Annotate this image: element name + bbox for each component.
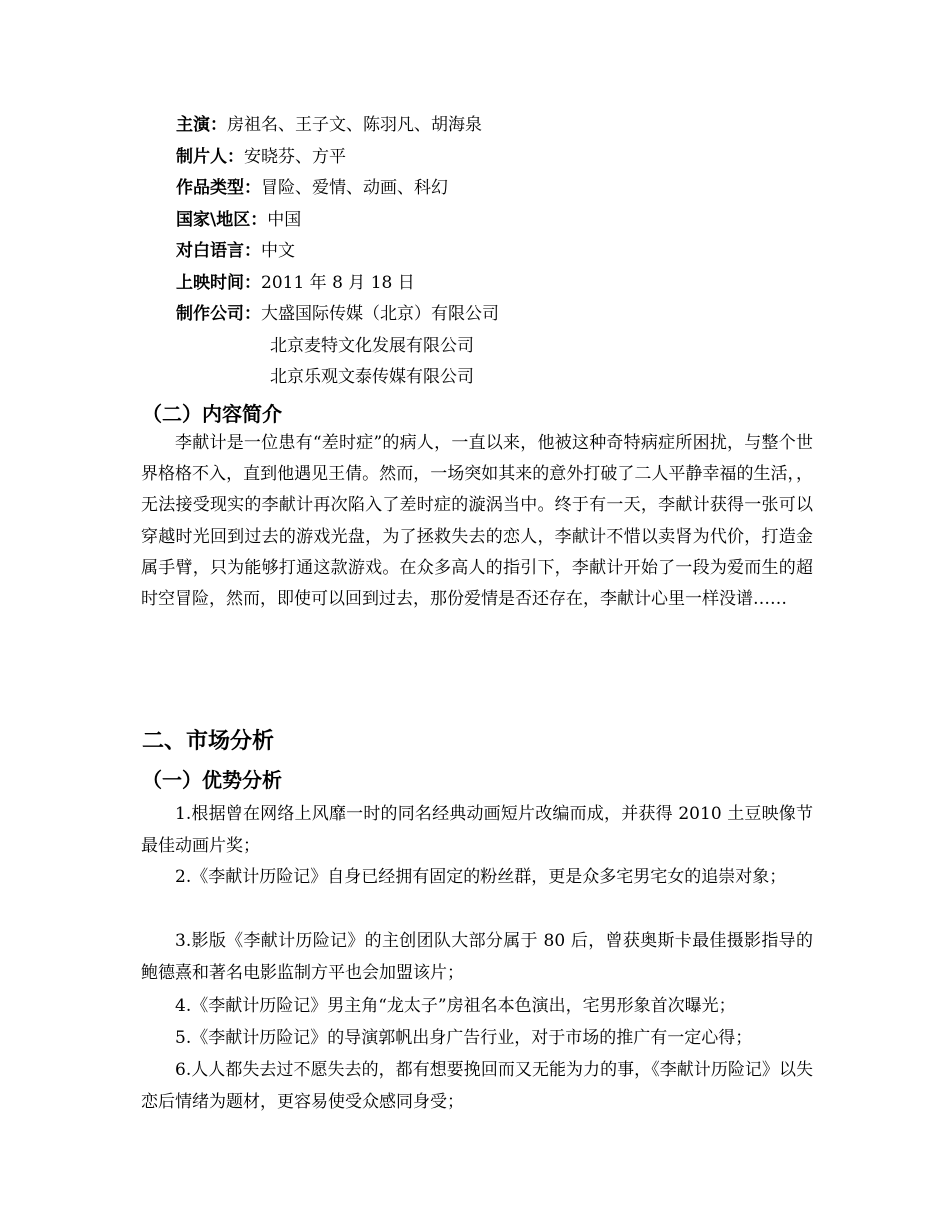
producer-row xyxy=(176,142,816,174)
release-label: 上映时间： xyxy=(176,272,261,293)
producer-label: 制片人： xyxy=(176,146,244,167)
advantage-item: 2.《李献计历险记》自身已经拥有固定的粉丝群，更是众多宅男宅女的追崇对象； xyxy=(175,867,787,887)
cast-row xyxy=(176,110,816,142)
language-value: 中文 xyxy=(261,241,295,261)
release-row xyxy=(176,268,816,300)
country-label: 国家\地区： xyxy=(176,209,268,230)
market-analysis-heading: 二、市场分析 xyxy=(142,729,275,754)
company-row xyxy=(176,331,816,363)
company-row xyxy=(176,299,816,331)
language-row xyxy=(176,236,816,268)
cast-label: 主演： xyxy=(176,115,227,135)
company-value: 大盛国际传媒（北京）有限公司 xyxy=(261,304,499,324)
country-value: 中国 xyxy=(267,209,302,230)
cast-value: 房祖名、王子文、陈羽凡、胡海泉 xyxy=(227,115,482,135)
language-label: 对白语言： xyxy=(176,241,261,261)
producer-value: 安晓芬、方平 xyxy=(244,146,346,167)
company-value: 北京麦特文化发展有限公司 xyxy=(270,335,474,356)
company-label: 制作公司： xyxy=(176,304,261,324)
release-value: 2011 年 8 月 18 日 xyxy=(261,272,415,293)
genre-value: 冒险、爱情、动画、科幻 xyxy=(261,178,448,198)
company-row xyxy=(176,362,816,394)
advantage-item: 5.《李献计历险记》的导演郭帆出身广告行业，对于市场的推广有一定心得； xyxy=(175,1028,753,1048)
advantage-item: 6.人人都失去过不愿失去的，都有想要挽回而又无能为力的事，《李献计历险记》以失恋后情绪为题材，更容易使受众感同身受； xyxy=(141,1060,813,1112)
country-row xyxy=(176,205,816,237)
synopsis-paragraph: 李献计是一位患有“差时症”的病人，一直以来，他被这种奇特病症所困扰，与整个世界格格不入，直到他遇见王倩。然而，一场突如其来的意外打破了二人平静幸福的生活，，无法接受现实的李献计再次陷入了差时症的漩涡当中。终于有一天，李献计获得一张可以穿越时光回到过去的游戏光盘，为了拯救失去的恋人，李献计不惜以卖肾为代价，打造金属手臂，只为能够打通这款游戏。在众多高人的指引下，李献计开始了一段为爱而生的超时空冒险，然而，即使可以回到过去，那份爱情是否还存在，李献计心里一样没谱…… xyxy=(141,433,813,610)
advantage-item: 3.影版《李献计历险记》的主创团队大部分属于 80 后，曾获奥斯卡最佳摄影指导的鲍德熹和著名电影监制方平也会加盟该片； xyxy=(141,931,813,983)
advantages-heading: （一）优势分析 xyxy=(142,768,282,792)
advantage-item: 1.根据曾在网络上风靡一时的同名经典动画短片改编而成，并获得 2010 土豆映像节最佳动画片奖； xyxy=(141,804,813,856)
genre-row xyxy=(176,173,816,205)
company-value: 北京乐观文泰传媒有限公司 xyxy=(270,367,474,387)
advantage-item: 4.《李献计历险记》男主角“龙太子”房祖名本色演出，宅男形象首次曝光； xyxy=(175,996,736,1016)
synopsis-heading: （二）内容简介 xyxy=(142,402,282,426)
film-info-block xyxy=(176,110,816,394)
genre-label: 作品类型： xyxy=(176,178,261,198)
